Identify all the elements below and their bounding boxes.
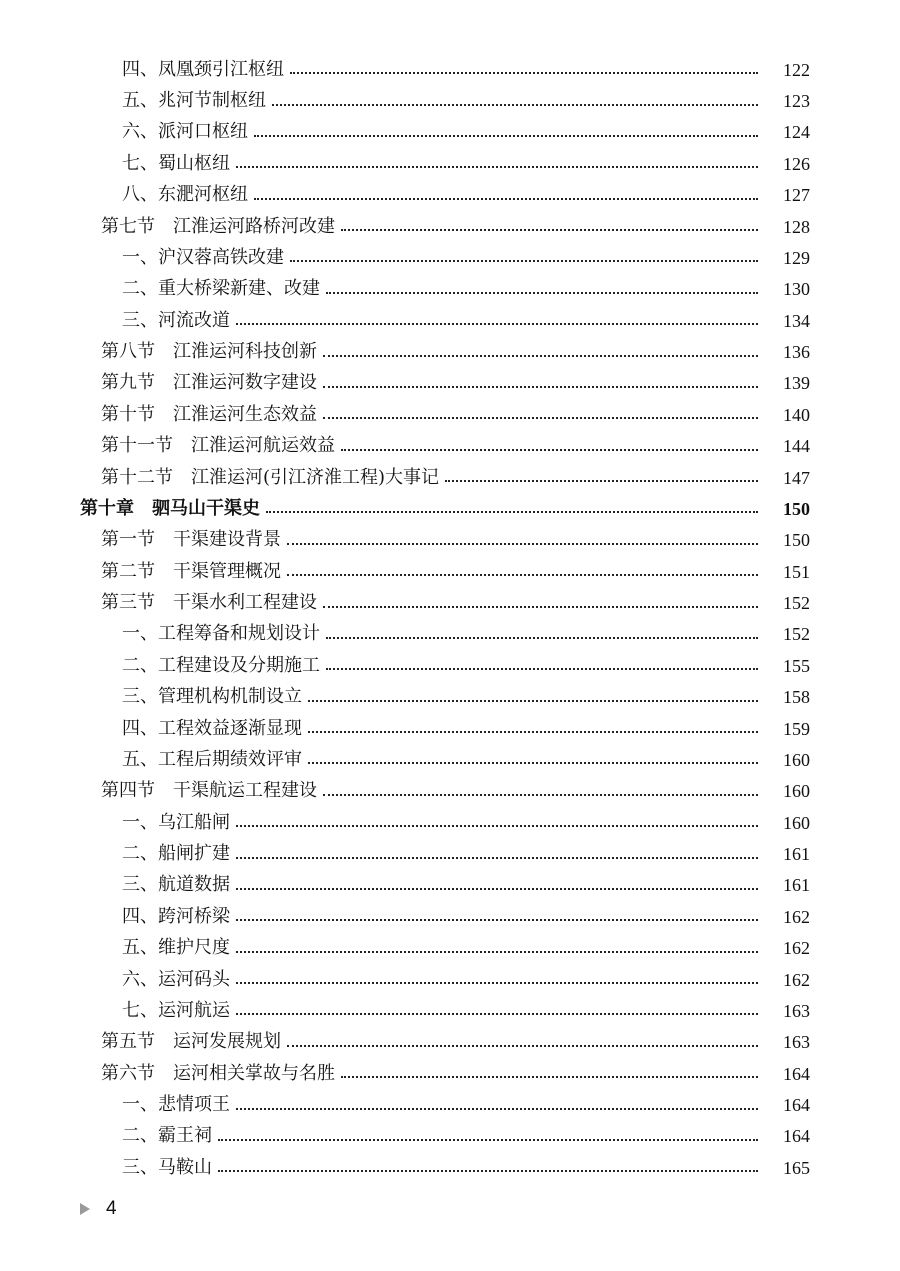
dot-leader: [323, 793, 758, 796]
toc-page-number: 152: [783, 624, 810, 645]
toc-item-row[interactable]: [0, 117, 900, 148]
toc-entry-title: 第六节 运河相关掌故与名胜: [101, 1062, 335, 1084]
toc-page-number: 163: [783, 1000, 810, 1021]
toc-section-row[interactable]: [0, 336, 900, 367]
dot-leader: [308, 761, 758, 764]
toc-page-number: 129: [783, 247, 810, 268]
toc-entry-title: 二、重大桥梁新建、改建: [122, 278, 320, 300]
toc-item-row[interactable]: [0, 870, 900, 901]
dot-leader: [236, 824, 758, 827]
toc-entry-title: 第四节 干渠航运工程建设: [101, 780, 317, 802]
toc-entry-title: 一、乌江船闸: [122, 811, 230, 833]
toc-entry-title: 五、维护尺度: [122, 937, 230, 959]
toc-item-row[interactable]: [0, 744, 900, 775]
toc-chapter-row[interactable]: [0, 493, 900, 524]
toc-entry-title: 五、兆河节制枢纽: [122, 90, 266, 112]
toc-entry-title: 第九节 江淮运河数字建设: [101, 372, 317, 394]
toc-page-number: 160: [783, 812, 810, 833]
toc-item-row[interactable]: [0, 682, 900, 713]
dot-leader: [323, 354, 758, 357]
dot-leader: [254, 134, 758, 137]
toc-page-number: 140: [783, 404, 810, 425]
toc-entry-title: 一、工程筹备和规划设计: [122, 623, 320, 645]
toc-item-row[interactable]: [0, 274, 900, 305]
dot-leader: [308, 699, 758, 702]
toc-entry-title: 第一节 干渠建设背景: [101, 529, 281, 551]
toc-section-row[interactable]: [0, 211, 900, 242]
toc-page-number: 164: [783, 1063, 810, 1084]
toc-page-number: 136: [783, 342, 810, 363]
toc-item-row[interactable]: [0, 933, 900, 964]
dot-leader: [287, 1044, 758, 1047]
toc-entry-title: 三、马鞍山: [122, 1156, 212, 1178]
toc-entry-title: 六、派河口枢纽: [122, 121, 248, 143]
dot-leader: [445, 479, 758, 482]
dot-leader: [218, 1169, 758, 1172]
toc-item-row[interactable]: [0, 242, 900, 273]
toc-item-row[interactable]: [0, 85, 900, 116]
toc-entry-title: 一、沪汉蓉高铁改建: [122, 246, 284, 268]
toc-item-row[interactable]: [0, 54, 900, 85]
dot-leader: [326, 291, 758, 294]
toc-item-row[interactable]: [0, 807, 900, 838]
toc-page-number: 130: [783, 279, 810, 300]
dot-leader: [341, 448, 758, 451]
toc-section-row[interactable]: [0, 431, 900, 462]
toc-section-row[interactable]: [0, 587, 900, 618]
dot-leader: [218, 1138, 758, 1141]
toc-page-number: 151: [783, 561, 810, 582]
dot-leader: [326, 667, 758, 670]
toc-page-number: 134: [783, 310, 810, 331]
toc-page-number: 161: [783, 875, 810, 896]
toc-entry-title: 第十一节 江淮运河航运效益: [101, 435, 335, 457]
toc-entry-title: 二、霸王祠: [122, 1125, 212, 1147]
dot-leader: [323, 605, 758, 608]
toc-entry-title: 第二节 干渠管理概况: [101, 560, 281, 582]
dot-leader: [236, 887, 758, 890]
toc-entry-title: 第十二节 江淮运河(引江济淮工程)大事记: [101, 466, 440, 488]
toc-entry-title: 四、凤凰颈引江枢纽: [122, 58, 284, 80]
toc-page-number: 152: [783, 593, 810, 614]
dot-leader: [272, 103, 758, 106]
toc-entry-title: 六、运河码头: [122, 968, 230, 990]
dot-leader: [236, 1107, 758, 1110]
dot-leader: [308, 730, 758, 733]
toc-item-row[interactable]: [0, 964, 900, 995]
toc-entry-title: 第五节 运河发展规划: [101, 1031, 281, 1053]
toc-item-row[interactable]: [0, 713, 900, 744]
toc-entry-title: 三、航道数据: [122, 874, 230, 896]
table-of-contents: [0, 54, 900, 1184]
toc-item-row[interactable]: [0, 1089, 900, 1120]
toc-entry-title: 三、河流改道: [122, 309, 230, 331]
toc-section-row[interactable]: [0, 399, 900, 430]
toc-item-row[interactable]: [0, 305, 900, 336]
toc-entry-title: 一、悲情项王: [122, 1094, 230, 1116]
toc-entry-title: 八、东淝河枢纽: [122, 184, 248, 206]
dot-leader: [266, 510, 758, 513]
dot-leader: [236, 165, 758, 168]
toc-item-row[interactable]: [0, 619, 900, 650]
toc-section-row[interactable]: [0, 1058, 900, 1089]
toc-item-row[interactable]: [0, 650, 900, 681]
toc-item-row[interactable]: [0, 838, 900, 869]
dot-leader: [236, 918, 758, 921]
toc-page-number: 122: [783, 59, 810, 80]
toc-page-number: 123: [783, 91, 810, 112]
toc-page-number: 163: [783, 1032, 810, 1053]
toc-entry-title: 二、船闸扩建: [122, 843, 230, 865]
toc-page-number: 139: [783, 373, 810, 394]
toc-page-number: 158: [783, 687, 810, 708]
toc-entry-title: 第八节 江淮运河科技创新: [101, 341, 317, 363]
dot-leader: [236, 322, 758, 325]
dot-leader: [290, 259, 758, 262]
dot-leader: [326, 636, 758, 639]
dot-leader: [236, 981, 758, 984]
dot-leader: [236, 1012, 758, 1015]
toc-page-number: 159: [783, 718, 810, 739]
toc-item-row[interactable]: [0, 1152, 900, 1183]
toc-page-number: 150: [783, 530, 810, 551]
toc-page-number: 160: [783, 749, 810, 770]
triangle-right-icon: [80, 1203, 90, 1215]
page-number: 4: [106, 1198, 117, 1219]
dot-leader: [236, 950, 758, 953]
toc-entry-title: 四、工程效益逐渐显现: [122, 717, 302, 739]
dot-leader: [236, 856, 758, 859]
toc-page-number: 160: [783, 781, 810, 802]
toc-page-number: 161: [783, 844, 810, 865]
toc-page-number: 144: [783, 436, 810, 457]
toc-item-row[interactable]: [0, 148, 900, 179]
toc-page-number: 128: [783, 216, 810, 237]
toc-item-row[interactable]: [0, 995, 900, 1026]
dot-leader: [323, 416, 758, 419]
toc-page-number: 162: [783, 906, 810, 927]
toc-section-row[interactable]: [0, 368, 900, 399]
toc-entry-title: 七、运河航运: [122, 999, 230, 1021]
toc-section-row[interactable]: [0, 462, 900, 493]
toc-section-row[interactable]: [0, 1027, 900, 1058]
toc-page-number: 162: [783, 938, 810, 959]
dot-leader: [290, 71, 758, 74]
toc-entry-title: 二、工程建设及分期施工: [122, 654, 320, 676]
toc-entry-title: 第十章 驷马山干渠史: [80, 497, 260, 519]
toc-page-number: 127: [783, 185, 810, 206]
toc-page-number: 150: [783, 498, 810, 519]
toc-entry-title: 第七节 江淮运河路桥河改建: [101, 215, 335, 237]
toc-section-row[interactable]: [0, 776, 900, 807]
page-footer: [80, 1198, 117, 1220]
dot-leader: [287, 542, 758, 545]
toc-entry-title: 第三节 干渠水利工程建设: [101, 592, 317, 614]
toc-page-number: 147: [783, 467, 810, 488]
toc-section-row[interactable]: [0, 556, 900, 587]
toc-section-row[interactable]: [0, 525, 900, 556]
toc-page-number: 165: [783, 1157, 810, 1178]
dot-leader: [341, 228, 758, 231]
toc-page-number: 124: [783, 122, 810, 143]
toc-entry-title: 三、管理机构机制设立: [122, 686, 302, 708]
dot-leader: [323, 385, 758, 388]
toc-entry-title: 五、工程后期绩效评审: [122, 748, 302, 770]
toc-entry-title: 四、跨河桥梁: [122, 905, 230, 927]
toc-item-row[interactable]: [0, 1121, 900, 1152]
toc-item-row[interactable]: [0, 901, 900, 932]
toc-page-number: 126: [783, 153, 810, 174]
dot-leader: [287, 573, 758, 576]
toc-item-row[interactable]: [0, 180, 900, 211]
toc-page-number: 155: [783, 655, 810, 676]
toc-entry-title: 七、蜀山枢纽: [122, 152, 230, 174]
toc-page-number: 164: [783, 1126, 810, 1147]
toc-entry-title: 第十节 江淮运河生态效益: [101, 403, 317, 425]
toc-page-number: 162: [783, 969, 810, 990]
toc-page-number: 164: [783, 1095, 810, 1116]
dot-leader: [341, 1075, 758, 1078]
dot-leader: [254, 197, 758, 200]
